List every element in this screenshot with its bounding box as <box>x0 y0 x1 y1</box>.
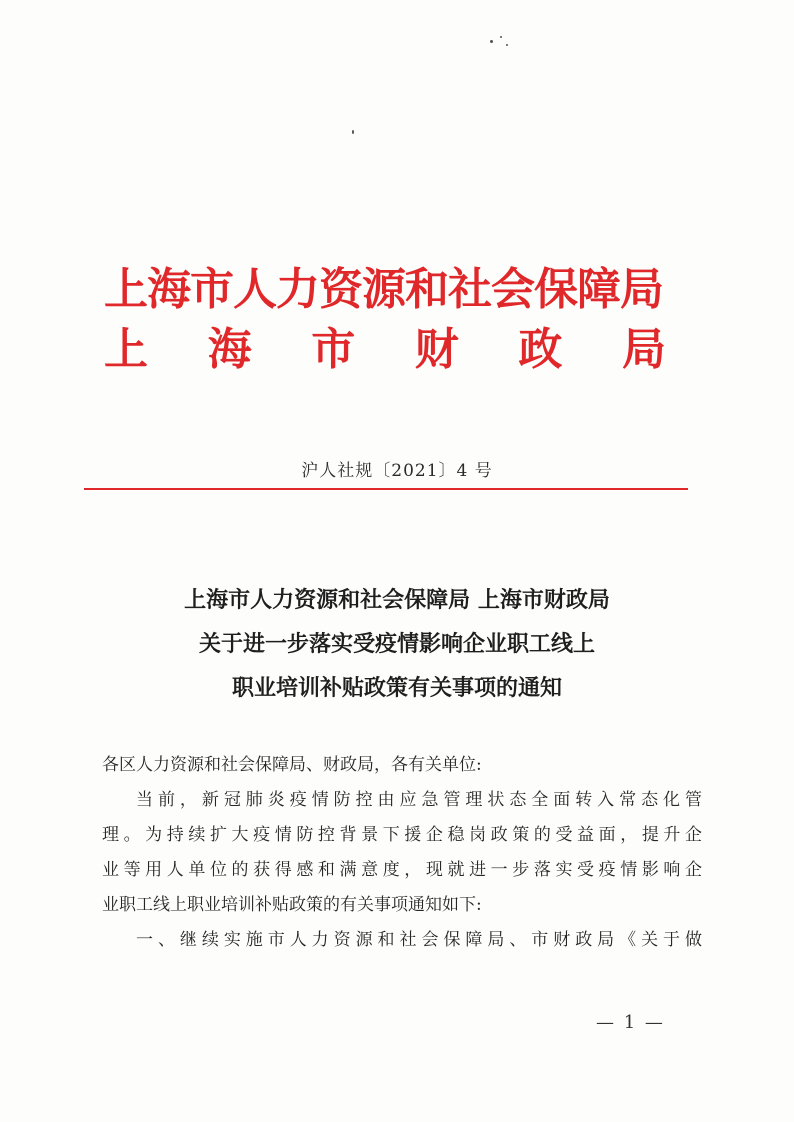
scan-speck <box>352 130 354 134</box>
scan-speck <box>500 36 502 38</box>
scan-speck <box>506 44 508 46</box>
authority-char: 市 <box>311 324 356 375</box>
issuing-authority-finance <box>104 322 666 378</box>
document-title <box>0 578 794 710</box>
authority-char: 海 <box>207 324 252 375</box>
body-text-line: 理。为持续扩大疫情防控背景下援企稳岗政策的受益面，提升企 <box>102 825 702 845</box>
body-text-line: 业职工线上职业培训补贴政策的有关事项通知如下: <box>102 895 482 915</box>
authority-char: 局 <box>621 324 666 375</box>
red-divider-line <box>84 488 688 490</box>
body-text-line: 业等用人单位的获得感和满意度，现就进一步落实受疫情影响企 <box>102 860 702 880</box>
authority-char: 财 <box>414 324 459 375</box>
page-number: — 1 — <box>596 1012 665 1033</box>
body-text-line: 一、继续实施市人力资源和社会保障局、市财政局《关于做 <box>136 930 702 950</box>
document-number: 沪人社规〔2021〕4 号 <box>301 461 493 481</box>
scan-speck <box>490 40 493 43</box>
authority-char: 政 <box>518 324 563 375</box>
title-line: 职业培训补贴政策有关事项的通知 <box>231 675 562 701</box>
document-body <box>102 748 702 958</box>
issuing-authority-hr: 上海市人力资源和社会保障局 <box>104 264 663 315</box>
authority-char: 上 <box>104 324 148 375</box>
addressee-line: 各区人力资源和社会保障局、财政局，各有关单位: <box>102 755 482 775</box>
title-line: 关于进一步落实受疫情影响企业职工线上 <box>198 631 595 657</box>
body-text-line: 当前，新冠肺炎疫情防控由应急管理状态全面转入常态化管 <box>136 790 702 810</box>
title-line: 上海市人力资源和社会保障局 上海市财政局 <box>184 587 610 613</box>
